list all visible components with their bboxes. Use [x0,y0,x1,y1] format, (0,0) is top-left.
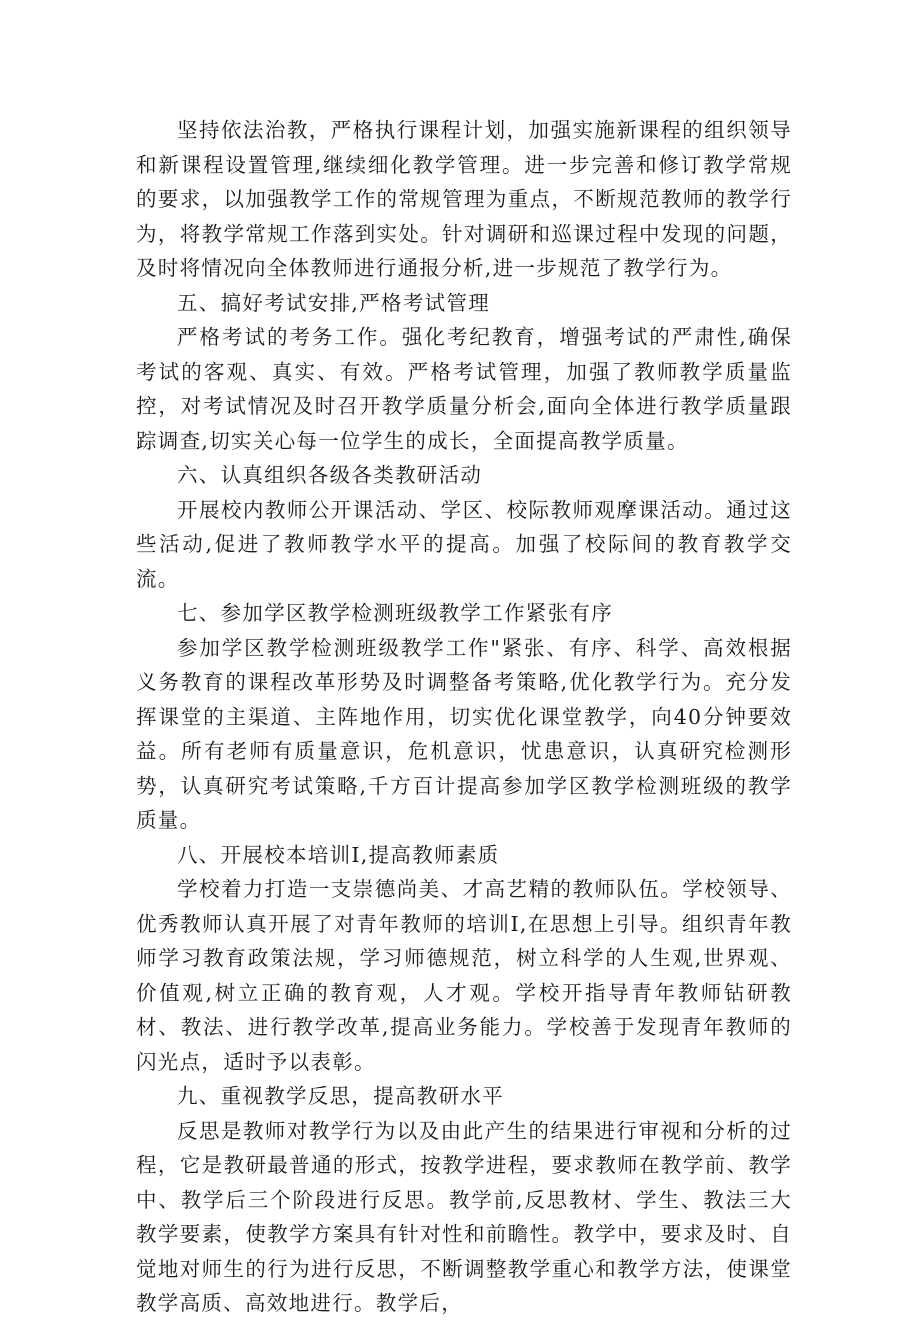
paragraph-teaching-management: 坚持依法治教，严格执行课程计划，加强实施新课程的组织领导和新课程设置管理,继续细化教学管理。进一步完善和修订教学常规的要求，以加强教学工作的常规管理为重点，不断规范教师的教学行为，将教学常规工作落到实处。针对调研和巡课过程中发现的问题，及时将情况向全体教师进行通报分析,进一步规范了教学行为。 [136,118,792,280]
paragraph-exam-management: 严格考试的考务工作。强化考纪教育，增强考试的严肃性,确保考试的客观、真实、有效。严格考试管理，加强了教师教学质量监控，对考试情况及时召开教学质量分析会,面向全体进行教学质量跟踪调查,切实关心每一位学生的成长，全面提高教学质量。 [136,325,792,453]
paragraph-district-testing: 参加学区教学检测班级教学工作"紧张、有序、科学、高效根据义务教育的课程改革形势及时调整备考策略,优化教学行为。充分发挥课堂的主渠道、主阵地作用，切实优化课堂教学，向40分钟要效益。所有老师有质量意识，危机意识，忧患意识，认真研究检测形势，认真研究考试策略,千方百计提高参加学区教学检测班级的教学质量。 [136,635,792,832]
heading-section-9: 九、重视教学反思，提高教研水平 [177,1084,504,1108]
paragraph-teacher-training: 学校着力打造一支崇德尚美、才高艺精的教师队伍。学校领导、优秀教师认真开展了对青年教师的培训I,在思想上引导。组织青年教师学习教育政策法规，学习师德规范，树立科学的人生观,世界观、价值观,树立正确的教育观，人才观。学校开指导青年教师钻研教材、教法、进行教学改革,提高业务能力。学校善于发现青年教师的闪光点，适时予以表彰。 [136,877,792,1074]
paragraph-teaching-reflection: 反思是教师对教学行为以及由此产生的结果进行审视和分析的过程，它是教研最普通的形式，按教学进程，要求教师在教学前、教学中、教学后三个阶段进行反思。教学前,反思教材、学生、教法三大教学要素，使教学方案具有针对性和前瞻性。教学中，要求及时、自觉地对师生的行为进行反思，不断调整教学重心和教学方法，使课堂教学高质、高效地进行。教学后， [136,1118,792,1315]
heading-section-8: 八、开展校本培训I,提高教师素质 [177,842,500,867]
document-page [136,113,792,1321]
heading-section-7: 七、参加学区教学检测班级教学工作紧张有序 [177,601,613,625]
heading-section-6: 六、认真组织各级各类教研活动 [177,463,483,487]
paragraph-teaching-research: 开展校内教师公开课活动、学区、校际教师观摩课活动。通过这些活动,促进了教师教学水平的提高。加强了校际间的教育教学交流。 [136,497,792,591]
heading-section-5: 五、搞好考试安排,严格考试管理 [177,290,491,315]
